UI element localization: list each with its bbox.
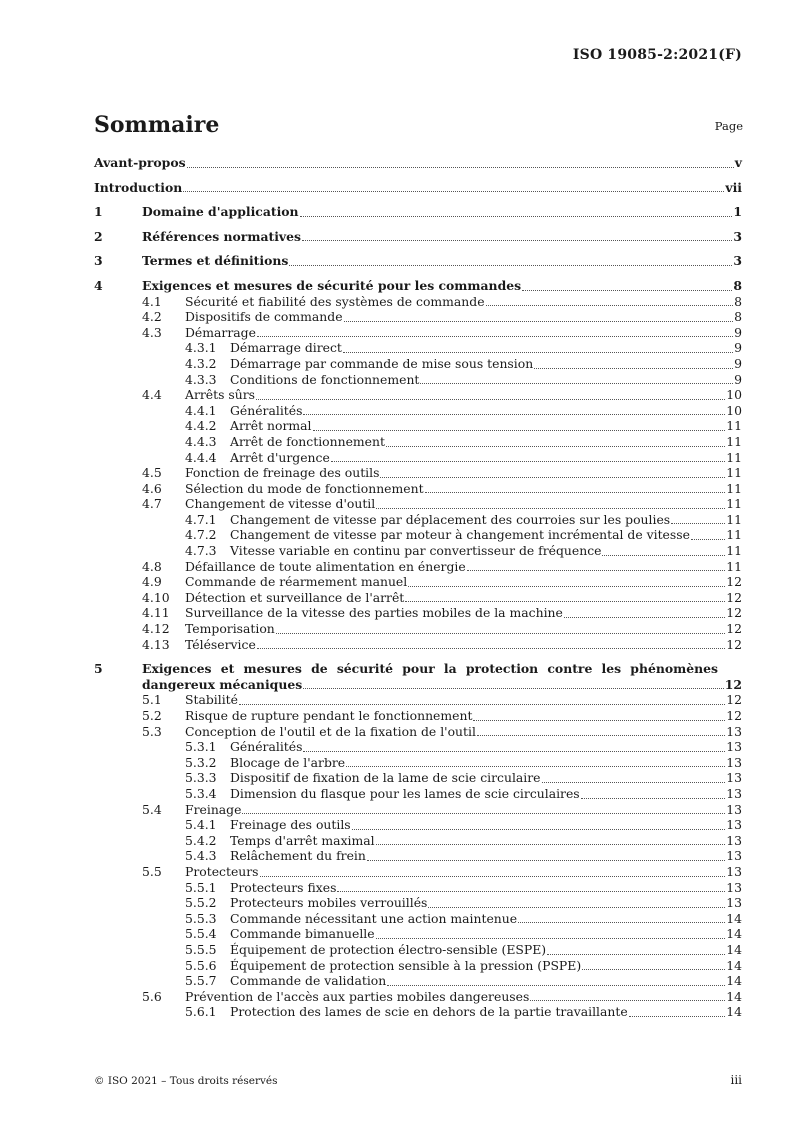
toc-entry-page: 13 — [726, 785, 742, 801]
toc-entry-text: Vitesse variable en continu par convertisseur de fréquence — [230, 543, 602, 559]
dot-leader — [242, 813, 725, 814]
toc-entry-text: Freinage des outils — [230, 817, 351, 833]
toc-entry-4-5[interactable] — [94, 465, 742, 481]
toc-entry-text: Arrêts sûrs — [185, 387, 256, 403]
dot-leader — [629, 1016, 726, 1017]
toc-entry-page: 12 — [726, 621, 742, 637]
toc-entry-number: 4.7.1 — [185, 511, 217, 527]
toc-entry-text: Généralités — [230, 739, 303, 755]
dot-leader — [376, 844, 726, 845]
toc-entry-text: Détection et surveillance de l'arrêt — [185, 589, 405, 605]
toc-entry-5-6[interactable] — [94, 989, 742, 1005]
toc-entry-page: 11 — [726, 449, 742, 465]
toc-entry-page: 13 — [726, 770, 742, 786]
toc-entry-4-4-4[interactable] — [94, 450, 742, 466]
toc-entry-number: 5.4.1 — [185, 817, 217, 833]
toc-entry-page: v — [734, 155, 742, 170]
toc-entry-4-3-2[interactable] — [94, 356, 742, 372]
toc-entry-number: 5.5.1 — [185, 879, 217, 895]
dot-leader — [300, 216, 733, 217]
toc-entry-text-continued: dangereux mécaniques — [142, 676, 303, 692]
toc-entry-4-3-1[interactable] — [94, 340, 742, 356]
toc-entry-4-7-3[interactable] — [94, 543, 742, 559]
toc-entry-page: 13 — [726, 863, 742, 879]
toc-entry-text: Conditions de fonctionnement — [230, 371, 420, 387]
dot-leader — [582, 969, 725, 970]
toc-entry-text: Conception de l'outil et de la fixation de l'outil — [185, 723, 476, 739]
toc-entry-page: 14 — [726, 1004, 742, 1020]
dot-leader — [380, 477, 725, 478]
dot-leader — [467, 570, 726, 571]
toc-entry-page: 11 — [726, 465, 742, 481]
toc-entry-page: 3 — [733, 228, 742, 244]
toc-entry-2[interactable] — [94, 229, 742, 245]
dot-leader — [289, 265, 732, 266]
toc-entry-number: 4.4.4 — [185, 449, 217, 465]
toc-entry-text: Changement de vitesse par déplacement des courroies sur les poulies — [230, 511, 671, 527]
toc-entry-5-4-1[interactable] — [94, 817, 742, 833]
toc-entry-number: 4.9 — [142, 574, 162, 590]
toc-entry-page: 13 — [726, 754, 742, 770]
toc-entry-page: 13 — [726, 895, 742, 911]
toc-entry-number: 4.5 — [142, 465, 162, 481]
dot-leader — [420, 383, 733, 384]
dot-leader — [346, 766, 725, 767]
dot-leader — [602, 555, 725, 556]
dot-leader — [691, 539, 725, 540]
dot-leader — [260, 876, 726, 877]
dot-leader — [405, 601, 725, 602]
toc-entry-page: 12 — [726, 692, 742, 708]
toc-entry-text: Équipement de protection électro-sensible (ESPE) — [230, 941, 547, 957]
dot-leader — [302, 240, 732, 241]
toc-entry-page: 11 — [726, 543, 742, 559]
toc-entry-number: 5.5.3 — [185, 910, 217, 926]
dot-leader — [257, 648, 725, 649]
toc-entry-text: Commande de validation — [230, 973, 387, 989]
toc-entry-page: 13 — [726, 723, 742, 739]
toc-entry-number: 5.3.2 — [185, 754, 217, 770]
toc-entry-4-8[interactable] — [94, 559, 742, 575]
toc-entry-number: 4.7 — [142, 496, 162, 512]
toc-entry-page: 3 — [733, 253, 742, 269]
toc-entry-text: Temps d'arrêt maximal — [230, 832, 375, 848]
toc-entry-text: Démarrage direct — [230, 340, 342, 356]
dot-leader — [408, 586, 725, 587]
toc-entry-page: 12 — [726, 574, 742, 590]
toc-entry-5-4[interactable] — [94, 802, 742, 818]
toc-entry-text: Surveillance de la vitesse des parties mobiles de la machine — [185, 605, 563, 621]
toc-entry-page: vii — [725, 179, 742, 195]
toc-entry-page: 8 — [733, 277, 742, 293]
toc-entry-4-12[interactable] — [94, 621, 742, 637]
toc-entry-number: 4.7.2 — [185, 527, 217, 543]
toc-entry-number: 4.12 — [142, 621, 170, 637]
toc-entry-5-3-2[interactable] — [94, 755, 742, 771]
toc-entry-text: Termes et définitions — [142, 253, 289, 269]
toc-entry-text: Changement de vitesse par moteur à changement incrémental de vitesse — [230, 527, 690, 543]
document-id-header: ISO 19085-2:2021(F) — [572, 47, 742, 63]
dot-leader — [671, 523, 725, 524]
toc-entry-page: 11 — [726, 511, 742, 527]
toc-entry-page: 12 — [726, 589, 742, 605]
toc-entry-5-3-4[interactable] — [94, 786, 742, 802]
toc-entry-5-2[interactable] — [94, 708, 742, 724]
toc-entry-page: 14 — [726, 988, 742, 1004]
toc-entry-number: 5.4.3 — [185, 848, 217, 864]
toc-entry-text: Démarrage par commande de mise sous tension — [230, 355, 534, 371]
toc-entry-page: 14 — [726, 926, 742, 942]
toc-entry-text: Protection des lames de scie en dehors de la partie travaillante — [230, 1004, 628, 1020]
toc-entry-page: 11 — [726, 558, 742, 574]
toc-entry-page: 11 — [726, 527, 742, 543]
toc-entry-text: Protecteurs mobiles verrouillés — [230, 895, 428, 911]
dot-leader — [331, 461, 725, 462]
dot-leader — [352, 829, 726, 830]
toc-entry-page: 10 — [726, 402, 742, 418]
toc-entry-text: Défaillance de toute alimentation en énergie — [185, 558, 466, 574]
toc-entry-5-5-1[interactable] — [94, 880, 742, 896]
dot-leader — [303, 414, 725, 415]
toc-entry-5-5-4[interactable] — [94, 926, 742, 942]
toc-entry-number: 4.8 — [142, 558, 162, 574]
dot-leader — [239, 704, 725, 705]
toc-entry-text: Introduction — [94, 179, 183, 195]
toc-entry-text: Dimension du flasque pour les lames de scie circulaires — [230, 785, 580, 801]
dot-leader — [376, 508, 725, 509]
toc-entry-4-7-1[interactable] — [94, 512, 742, 528]
toc-entry-page: 11 — [726, 496, 742, 512]
dot-leader — [187, 167, 734, 168]
toc-entry-page: 12 — [724, 676, 742, 692]
toc-entry-text: Équipement de protection sensible à la pression (PSPE) — [230, 957, 582, 973]
toc-entry-page: 13 — [726, 848, 742, 864]
toc-title: Sommaire — [94, 112, 220, 138]
toc-entry-number: 4.3.3 — [185, 371, 217, 387]
toc-entry-4-6[interactable] — [94, 481, 742, 497]
toc-entry-text: Commande nécessitant une action maintenue — [230, 910, 518, 926]
toc-entry-4-7-2[interactable] — [94, 527, 742, 543]
toc-entry-number: 3 — [94, 253, 103, 269]
toc-entry-number: 5.5.5 — [185, 941, 217, 957]
dot-leader — [564, 617, 725, 618]
dot-leader — [303, 751, 725, 752]
toc-entry-5-5-5[interactable] — [94, 942, 742, 958]
toc-entry-text: Sécurité et fiabilité des systèmes de commande — [185, 293, 485, 309]
toc-entry-4-13[interactable] — [94, 637, 742, 653]
toc-entry-text: Dispositif de fixation de la lame de scie circulaire — [230, 770, 541, 786]
toc-entry-text: Commande de réarmement manuel — [185, 574, 408, 590]
toc-entry-text: Temporisation — [185, 621, 275, 637]
dot-leader — [486, 305, 734, 306]
toc-entry-number: 4 — [94, 277, 103, 293]
toc-entry-3[interactable] — [94, 253, 742, 269]
toc-entry-page: 13 — [726, 739, 742, 755]
toc-entry-4-9[interactable] — [94, 574, 742, 590]
toc-entry-text: Démarrage — [185, 324, 256, 340]
toc-entry-page: 10 — [726, 387, 742, 403]
toc-entry-4-10[interactable] — [94, 590, 742, 606]
toc-entry-5-5-3[interactable] — [94, 911, 742, 927]
dot-leader — [428, 907, 725, 908]
toc-entry-5[interactable] — [94, 661, 742, 692]
toc-entry-text: Exigences et mesures de sécurité pour la protection contre les phénomènes — [142, 661, 718, 677]
toc-entry-page: 9 — [734, 371, 742, 387]
toc-entry-page: 14 — [726, 910, 742, 926]
toc-entry-text: Changement de vitesse d'outil — [185, 496, 376, 512]
toc-entry-text: Arrêt normal — [230, 418, 312, 434]
toc-entry-number: 4.3 — [142, 324, 162, 340]
page-column-label: Page — [714, 119, 743, 133]
toc-entry-page: 1 — [733, 204, 742, 220]
toc-entry-5-3[interactable] — [94, 724, 742, 740]
toc-entry-4-3-3[interactable] — [94, 372, 742, 388]
dot-leader — [534, 368, 733, 369]
footer-copyright: © ISO 2021 – Tous droits réservés — [94, 1075, 278, 1087]
dot-leader — [518, 922, 725, 923]
toc-entry-number: 5 — [94, 661, 103, 677]
toc-entry-number: 5.2 — [142, 708, 162, 723]
dot-leader — [425, 492, 726, 493]
toc-entry-5-5[interactable] — [94, 864, 742, 880]
toc-entry-text: Arrêt de fonctionnement — [230, 433, 385, 449]
toc-entry-page: 14 — [726, 941, 742, 957]
dot-leader — [257, 336, 733, 337]
toc-entry-number: 2 — [94, 228, 103, 244]
toc-entry-avant-propos[interactable] — [94, 155, 742, 171]
dot-leader — [367, 860, 725, 861]
toc-entry-page: 11 — [726, 418, 742, 434]
toc-entry-number: 5.3.1 — [185, 739, 217, 755]
toc-entry-text: Téléservice — [185, 636, 256, 652]
toc-entry-page: 8 — [734, 309, 742, 325]
toc-entry-4-7[interactable] — [94, 496, 742, 512]
toc-entry-number: 5.1 — [142, 692, 162, 708]
toc-entry-page: 12 — [726, 636, 742, 652]
dot-leader — [343, 352, 733, 353]
toc-entry-1[interactable] — [94, 204, 742, 220]
toc-entry-text: Références normatives — [142, 228, 301, 244]
dot-leader — [477, 735, 725, 736]
toc-entry-number: 5.5.6 — [185, 957, 217, 973]
toc-entry-text: Commande bimanuelle — [230, 926, 375, 942]
dot-leader — [256, 399, 725, 400]
dot-leader — [530, 1000, 725, 1001]
toc-entry-page: 9 — [734, 340, 742, 356]
toc-entry-4-1[interactable] — [94, 294, 742, 310]
toc-entry-number: 4.4.1 — [185, 402, 217, 418]
toc-entry-text: Freinage — [185, 801, 242, 817]
toc-entry-text: Avant-propos — [94, 155, 186, 170]
toc-entry-number: 4.7.3 — [185, 543, 217, 559]
toc-entry-4[interactable] — [94, 278, 742, 294]
toc-entry-5-5-2[interactable] — [94, 895, 742, 911]
toc-entry-page: 13 — [726, 801, 742, 817]
toc-entry-number: 5.5 — [142, 863, 162, 879]
toc-entry-number: 4.3.2 — [185, 355, 217, 371]
toc-entry-page: 11 — [726, 433, 742, 449]
toc-entry-page: 8 — [734, 293, 742, 309]
toc-entry-4-4-3[interactable] — [94, 434, 742, 450]
toc-entry-number: 4.4 — [142, 387, 162, 403]
toc-entry-number: 4.13 — [142, 636, 170, 652]
toc-entry-4-11[interactable] — [94, 605, 742, 621]
toc-entry-text: Sélection du mode de fonctionnement — [185, 480, 424, 496]
toc-entry-text: Dispositifs de commande — [185, 309, 343, 325]
toc-entry-number: 1 — [94, 204, 103, 220]
toc-entry-5-6-1[interactable] — [94, 1004, 742, 1020]
toc-entry-5-1[interactable] — [94, 692, 742, 708]
dot-leader — [303, 688, 724, 689]
toc-entry-number: 5.5.4 — [185, 926, 217, 942]
dot-leader — [276, 633, 725, 634]
dot-leader — [473, 720, 725, 721]
dot-leader — [542, 782, 726, 783]
toc-entry-text: Relâchement du frein — [230, 848, 366, 864]
toc-entry-5-5-7[interactable] — [94, 973, 742, 989]
toc-entry-text: Risque de rupture pendant le fonctionnement — [185, 708, 473, 723]
dot-leader — [547, 954, 725, 955]
toc-entry-number: 5.5.7 — [185, 973, 217, 989]
toc-entry-text: Protecteurs fixes — [230, 879, 337, 895]
toc-entry-number: 5.3.4 — [185, 785, 217, 801]
toc-entry-number: 5.4.2 — [185, 832, 217, 848]
toc-entry-text: Protecteurs — [185, 863, 259, 879]
toc-entry-5-5-6[interactable] — [94, 958, 742, 974]
toc-entry-number: 4.3.1 — [185, 340, 217, 356]
footer-page-number: iii — [730, 1073, 742, 1087]
toc-entry-text: Exigences et mesures de sécurité pour les commandes — [142, 277, 522, 293]
dot-leader — [376, 938, 726, 939]
toc-entry-page: 13 — [726, 832, 742, 848]
toc-entry-text: Blocage de l'arbre — [230, 754, 346, 770]
toc-entry-5-3-1[interactable] — [94, 739, 742, 755]
toc-entry-text: Généralités — [230, 402, 303, 418]
toc-entry-4-3[interactable] — [94, 325, 742, 341]
toc-entry-number: 5.4 — [142, 801, 162, 817]
dot-leader — [337, 891, 725, 892]
toc-entry-number: 5.6 — [142, 988, 162, 1004]
toc-entry-text: Arrêt d'urgence — [230, 449, 330, 465]
toc-entry-5-4-2[interactable] — [94, 833, 742, 849]
toc-entry-introduction[interactable] — [94, 180, 742, 196]
dot-leader — [386, 446, 725, 447]
toc-entry-4-4-1[interactable] — [94, 403, 742, 419]
toc-entry-number: 4.4.3 — [185, 433, 217, 449]
dot-leader — [387, 985, 725, 986]
table-of-contents — [94, 155, 742, 1020]
toc-entry-4-4-2[interactable] — [94, 418, 742, 434]
toc-entry-number: 5.3.3 — [185, 770, 217, 786]
toc-entry-text: Fonction de freinage des outils — [185, 465, 380, 481]
toc-entry-number: 4.6 — [142, 480, 162, 496]
toc-entry-4-2[interactable] — [94, 309, 742, 325]
toc-entry-text: Prévention de l'accès aux parties mobiles dangereuses — [185, 988, 530, 1004]
toc-entry-page: 11 — [726, 480, 742, 496]
toc-entry-text: Stabilité — [185, 692, 238, 708]
toc-entry-5-4-3[interactable] — [94, 848, 742, 864]
toc-entry-page: 12 — [726, 605, 742, 621]
dot-leader — [581, 798, 726, 799]
toc-entry-number: 4.4.2 — [185, 418, 217, 434]
toc-entry-page: 14 — [726, 957, 742, 973]
toc-entry-number: 4.1 — [142, 293, 162, 309]
toc-entry-5-3-3[interactable] — [94, 770, 742, 786]
toc-entry-page: 13 — [726, 817, 742, 833]
toc-entry-page: 14 — [726, 973, 742, 989]
toc-entry-number: 5.6.1 — [185, 1004, 217, 1020]
toc-entry-page: 9 — [734, 355, 742, 371]
toc-entry-number: 5.3 — [142, 723, 162, 739]
toc-entry-page: 12 — [726, 708, 742, 723]
toc-entry-page: 9 — [734, 324, 742, 340]
dot-leader — [183, 191, 724, 192]
toc-entry-number: 4.2 — [142, 309, 162, 325]
toc-entry-text: Domaine d'application — [142, 204, 299, 220]
dot-leader — [522, 290, 732, 291]
toc-entry-number: 5.5.2 — [185, 895, 217, 911]
dot-leader — [313, 430, 726, 431]
dot-leader — [344, 321, 734, 322]
toc-entry-4-4[interactable] — [94, 387, 742, 403]
toc-entry-number: 4.10 — [142, 589, 170, 605]
toc-entry-number: 4.11 — [142, 605, 170, 621]
toc-entry-page: 13 — [726, 879, 742, 895]
